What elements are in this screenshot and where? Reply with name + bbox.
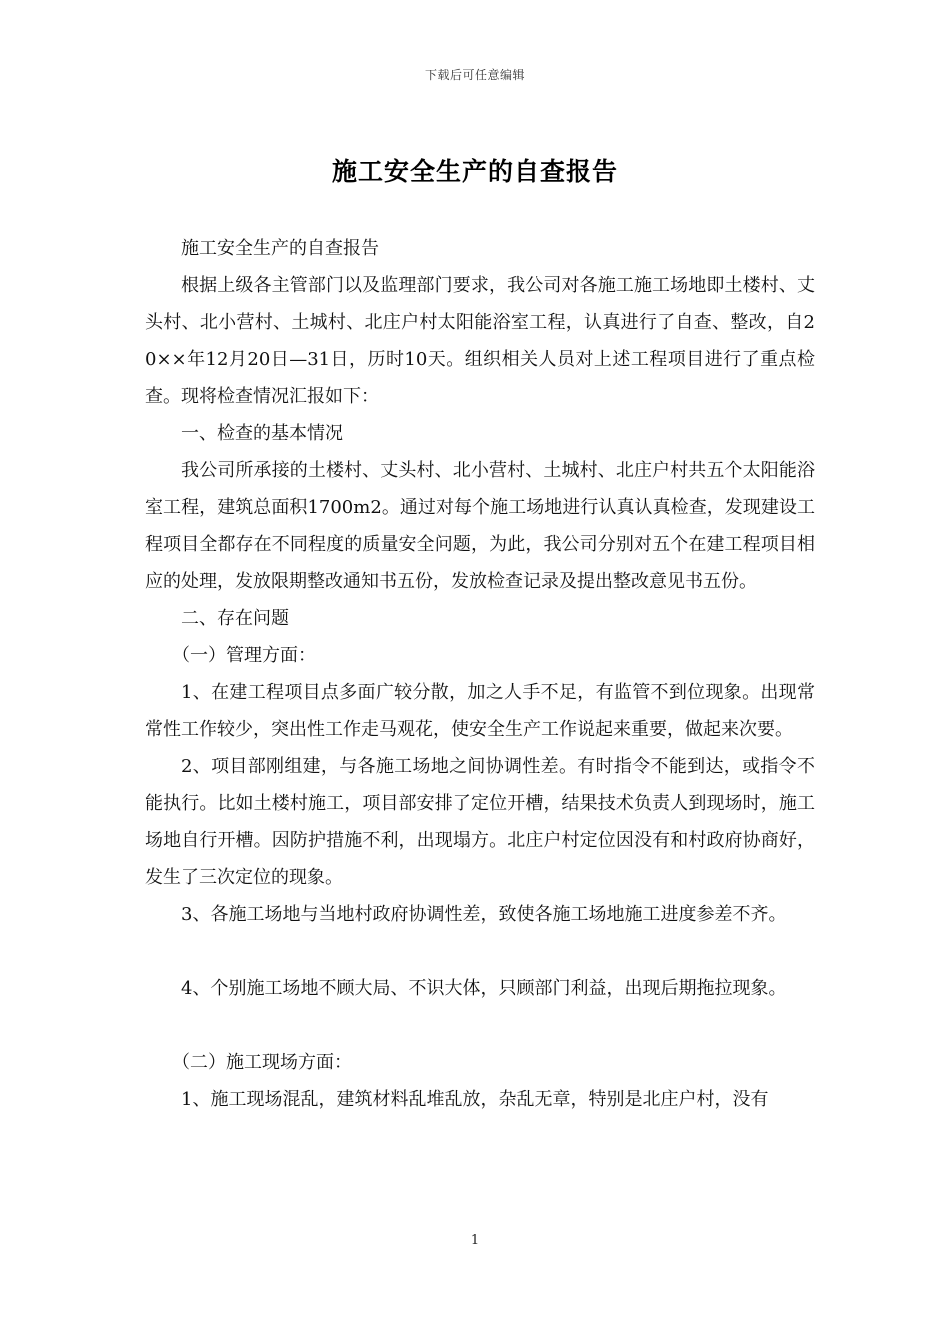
list-item-management-1: 1、在建工程项目点多面广较分散，加之人手不足，有监管不到位现象。出现常常性工作较少，突出性工作走马观花，使安全生产工作说起来重要，做起来次要。: [145, 682, 815, 740]
list-item-site-1: 1、施工现场混乱，建筑材料乱堆乱放，杂乱无章，特别是北庄户村，没有: [181, 1089, 769, 1110]
paragraph-basic-situation: 我公司所承接的土楼村、丈头村、北小营村、土城村、北庄户村共五个太阳能浴室工程，建筑总面积1700m2。通过对每个施工场地进行认真认真检查，发现建设工程项目全都存在不同程度的质量安全问题，为此，我公司分别对五个在建工程项目相应的处理，发放限期整改通知书五份，发放检查记录及提出整改意见书五份。: [145, 460, 815, 592]
list-item-management-2: 2、项目部刚组建，与各施工场地之间协调性差。有时指令不能到达，或指令不能执行。比如土楼村施工，项目部安排了定位开槽，结果技术负责人到现场时，施工场地自行开槽。因防护措施不利，出现塌方。北庄户村定位因没有和村政府协商好，发生了三次定位的现象。: [145, 756, 815, 888]
section-heading-problems: 二、存在问题: [181, 608, 289, 629]
subsection-heading-management: （一）管理方面：: [172, 645, 316, 666]
list-item-management-3: 3、各施工场地与当地村政府协调性差，致使各施工场地施工进度参差不齐。: [181, 904, 787, 925]
list-item-management-4: 4、个别施工场地不顾大局、不识大体，只顾部门利益，出现后期拖拉现象。: [181, 978, 787, 999]
header-note: 下载后可任意编辑: [424, 68, 525, 82]
document-title: 施工安全生产的自查报告: [331, 157, 618, 186]
paragraph-report-name: 施工安全生产的自查报告: [181, 238, 379, 259]
document-body: [145, 230, 815, 1118]
subsection-heading-site: （二）施工现场方面：: [172, 1052, 352, 1073]
page-number: 1: [470, 1233, 480, 1248]
section-heading-basic-situation: 一、检查的基本情况: [181, 423, 343, 444]
paragraph-intro: 根据上级各主管部门以及监理部门要求，我公司对各施工施工场地即土楼村、丈头村、北小营村、土城村、北庄户村太阳能浴室工程，认真进行了自查、整改，自20××年12月20日—31日，历时10天。组织相关人员对上述工程项目进行了重点检查。现将检查情况汇报如下：: [145, 275, 815, 407]
